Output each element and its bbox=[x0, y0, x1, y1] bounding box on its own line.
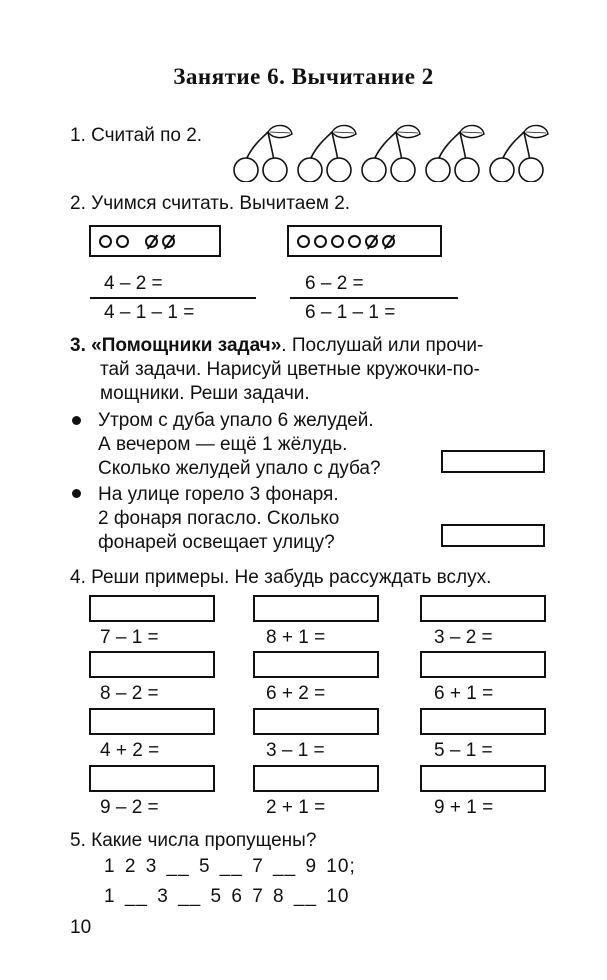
equation: 4 – 2 = bbox=[104, 273, 163, 294]
task2-label: 2. Учимся считать. Вычитаем 2. bbox=[70, 193, 351, 214]
task3-line: мощники. Реши задачи. bbox=[100, 383, 310, 404]
page-number: 10 bbox=[70, 917, 92, 938]
circle-icon bbox=[331, 235, 344, 248]
bullet-icon bbox=[72, 489, 81, 498]
circle-box-left bbox=[89, 225, 221, 257]
circle-icon bbox=[348, 235, 361, 248]
answer-box[interactable] bbox=[89, 595, 215, 622]
task3-line: тай задачи. Нарисуй цветные кружочки-по- bbox=[100, 359, 480, 380]
example: 8 – 2 = bbox=[100, 683, 159, 704]
circle-box-right bbox=[287, 225, 442, 257]
problem-line: фонарей освещает улицу? bbox=[98, 532, 335, 553]
equation: 4 – 1 – 1 = bbox=[104, 302, 195, 323]
crossed-circle-icon bbox=[162, 235, 175, 248]
task3-label bbox=[70, 334, 483, 358]
cherry-pair-icon bbox=[490, 125, 548, 182]
task1-label: 1. Считай по 2. bbox=[70, 125, 203, 146]
crossed-circle-icon bbox=[382, 235, 395, 248]
task3-label-bold: 3. «Помощники задач» bbox=[70, 335, 282, 356]
problem-line: А вечером — ещё 1 жёлудь. bbox=[98, 434, 348, 455]
example: 6 + 2 = bbox=[266, 683, 326, 704]
crossed-circle-icon bbox=[145, 235, 158, 248]
example: 3 – 1 = bbox=[266, 740, 325, 761]
task5-label: 5. Какие числа пропущены? bbox=[70, 830, 317, 851]
circle-icon bbox=[116, 235, 129, 248]
answer-box[interactable] bbox=[253, 765, 379, 792]
circle-icon bbox=[314, 235, 327, 248]
crossed-circle-icon bbox=[365, 235, 378, 248]
page-title: Занятие 6. Вычитание 2 bbox=[173, 64, 434, 89]
example: 9 – 2 = bbox=[100, 797, 159, 818]
answer-box[interactable] bbox=[89, 765, 215, 792]
equation: 6 – 2 = bbox=[305, 273, 364, 294]
answer-box[interactable] bbox=[253, 651, 379, 678]
answer-box[interactable] bbox=[441, 524, 545, 547]
cherry-pair-icon bbox=[298, 125, 356, 182]
problem-line: Сколько желудей упало с дуба? bbox=[98, 458, 381, 479]
bullet-icon bbox=[72, 416, 81, 425]
answer-box[interactable] bbox=[253, 708, 379, 735]
example: 7 – 1 = bbox=[100, 627, 159, 648]
problem-line: Утром с дуба упало 6 желудей. bbox=[98, 410, 374, 431]
problem-line: На улице горело 3 фонаря. bbox=[98, 484, 339, 505]
answer-box[interactable] bbox=[89, 651, 215, 678]
example: 2 + 1 = bbox=[266, 797, 326, 818]
example: 4 + 2 = bbox=[100, 740, 160, 761]
equation: 6 – 1 – 1 = bbox=[305, 302, 396, 323]
answer-box[interactable] bbox=[441, 450, 545, 473]
answer-box[interactable] bbox=[89, 708, 215, 735]
divider-line bbox=[290, 297, 458, 299]
divider-line bbox=[90, 297, 256, 299]
circle-icon bbox=[297, 235, 310, 248]
circle-icon bbox=[99, 235, 112, 248]
answer-box[interactable] bbox=[420, 651, 546, 678]
task3-label-rest: . Послушай или прочи- bbox=[281, 335, 484, 356]
answer-box[interactable] bbox=[420, 595, 546, 622]
answer-box[interactable] bbox=[420, 708, 546, 735]
example: 3 – 2 = bbox=[434, 627, 493, 648]
number-sequence: 1 2 3 __ 5 __ 7 __ 9 10; bbox=[104, 856, 356, 877]
example: 5 – 1 = bbox=[434, 740, 493, 761]
example: 6 + 1 = bbox=[434, 683, 494, 704]
cherries-illustration bbox=[228, 120, 558, 182]
cherry-pair-icon bbox=[426, 125, 484, 182]
number-sequence: 1 __ 3 __ 5 6 7 8 __ 10 bbox=[104, 886, 350, 907]
task4-label: 4. Реши примеры. Не забудь рассуждать вслух. bbox=[70, 567, 492, 588]
answer-box[interactable] bbox=[420, 765, 546, 792]
problem-line: 2 фонаря погасло. Сколько bbox=[98, 508, 340, 529]
cherry-pair-icon bbox=[362, 125, 420, 182]
cherry-pair-icon bbox=[234, 125, 292, 182]
answer-box[interactable] bbox=[253, 595, 379, 622]
example: 9 + 1 = bbox=[434, 797, 494, 818]
example: 8 + 1 = bbox=[266, 627, 326, 648]
